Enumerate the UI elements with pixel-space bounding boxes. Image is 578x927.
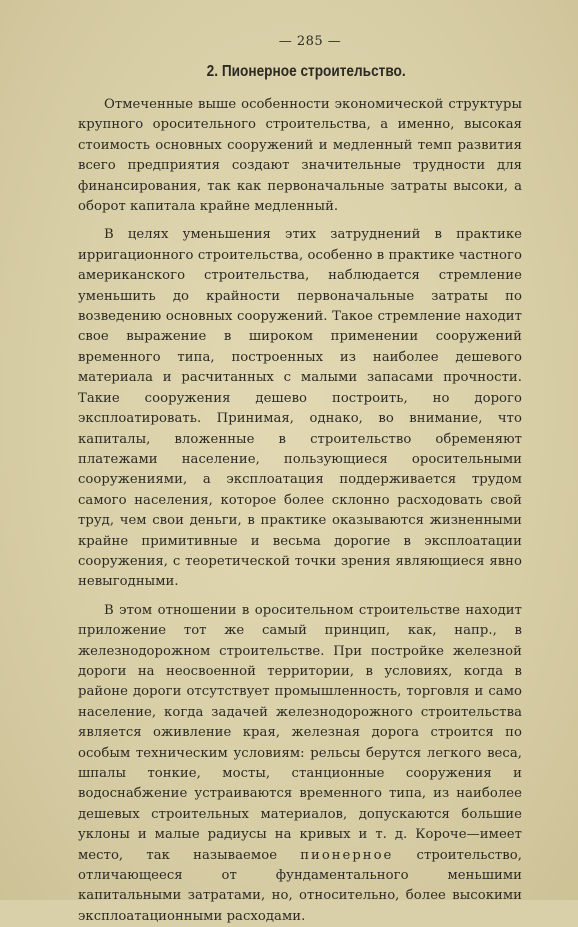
paragraph-3	[78, 601, 522, 927]
spaced-emphasis-word: пионерное	[300, 847, 394, 863]
section-heading: 2. Пионерное строительство.	[206, 63, 406, 80]
paragraph-3-text-end: строительство, отличающееся от фундаментального меньшими капитальными затратами, но, относительно, более высокими эксплоатационными расходами.	[78, 847, 522, 924]
page-number: — 285 —	[278, 34, 342, 49]
paragraph-1: Отмеченные выше особенности экономической структуры крупного оросительного строительства, а именно, высокая стоимость основных сооружений и медленный темп развития всего предприятия создают значительные трудности для финансирования, так как первоначальные затраты высоки, а оборот капитала крайне медленный.	[78, 97, 522, 215]
paragraph-2: В целях уменьшения этих затруднений в практике ирригационного строительства, особенно в практике частного американского строительства, наблюдается стремление уменьшить до крайности первоначальные затраты по возведению основных сооружений. Такое стремление находит свое выражение в широком применении сооружений временного типа, построенных из наиболее дешевого материала и расчитанных с малыми запасами прочности. Такие сооружения дешево построить, но дорого эксплоатировать. Принимая, однако, во внимание, что капиталы, вложенные в строительство обременяют платежами население, пользующиеся оросительными сооружениями, а эксплоатация поддерживается трудом самого населения, которое более склонно расходовать свой труд, чем свои деньги, в практике оказываются жизненными крайне примитивные и весьма дорогие в эксплоатации сооружения, с теоретической точки зрения являющиеся явно невыгодными.	[78, 227, 522, 590]
paragraph-3-text-start: В этом отношении в оросительном строительстве находит приложение тот же самый принцип, как, напр., в железнодорожном строительстве. При постройке железной дороги на неосвоенной территории, в условиях, когда в районе дороги отсутствует промышленность, торговля и само население, когда задачей железнодорожного строительства является оживление края, железная дорога строится по особым техническим условиям: рельсы берутся легкого веса, шпалы тонкие, мосты, станционные сооружения и водоснабжение устраиваются временного типа, из наиболее дешевых строительных материалов, допускаются большие уклоны и малые радиусы на кривых и т. д. Короче—имеет место, так называемое	[78, 602, 522, 863]
